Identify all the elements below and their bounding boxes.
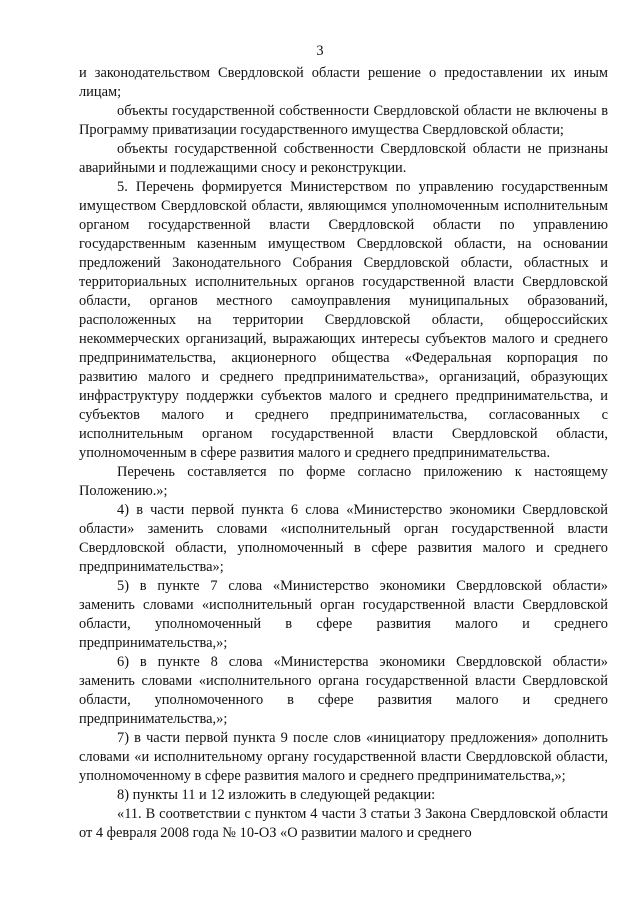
paragraph-amendment-4: 4) в части первой пункта 6 слова «Министерство экономики Свердловской области» заменить словами «исполнительный орган государственной власти Свердловской области, уполномоченный в сфере развития малого и среднего предпринимательства»; [79, 502, 608, 575]
paragraph-not-emergency: объекты государственной собственности Свердловской области не признаны аварийными и подлежащими сносу и реконструкции. [79, 141, 608, 176]
paragraph-not-in-privatization-program: объекты государственной собственности Свердловской области не включены в Программу приватизации государственного имущества Свердловской области; [79, 103, 608, 138]
paragraph-amendment-6: 6) в пункте 8 слова «Министерства экономики Свердловской области» заменить словами «исполнительного органа государственной власти Свердловской области, уполномоченного в сфере развития малого и среднего предпринимательства,»; [79, 654, 608, 727]
paragraph-item-11: «11. В соответствии с пунктом 4 части 3 статьи 3 Закона Свердловской области от 4 февраля 2008 года № 10-ОЗ «О развитии малого и среднего [79, 806, 608, 841]
paragraph-amendment-7: 7) в части первой пункта 9 после слов «инициатору предложения» дополнить словами «и исполнительному органу государственной власти Свердловской области, уполномоченному в сфере развития малого и среднего предпринимательства,»; [79, 730, 608, 784]
page-number: 3 [316, 43, 324, 59]
paragraph-item-5: 5. Перечень формируется Министерством по управлению государственным имуществом Свердловской области, являющимся уполномоченным исполнительным органом государственной власти Свердловской области по управлению государственным казенным имуществом Свердловской области, на основании предложений Законодательного Собрания Свердловской области, областных и территориальных исполнительных органов государственной власти Свердловской области, органов местного самоуправления муниципальных образований, расположенных на территории Свердловской области, общероссийских некоммерческих организаций, выражающих интересы субъектов малого и среднего предпринимательства, акционерного общества «Федеральная корпорация по развитию малого и среднего предпринимательства», организаций, образующих инфраструктуру поддержки субъектов малого и среднего предпринимательства, и субъектов малого и среднего предпринимательства, согласованных с исполнительным органом государственной власти Свердловской области, уполномоченным в сфере развития малого и среднего предпринимательства. [79, 179, 608, 461]
paragraph-list-form: Перечень составляется по форме согласно приложению к настоящему Положению.»; [79, 464, 608, 499]
paragraph-amendment-5: 5) в пункте 7 слова «Министерство экономики Свердловской области» заменить словами «исполнительный орган государственной власти Свердловской области, уполномоченный в сфере развития малого и среднего предпринимательства,»; [79, 578, 608, 651]
paragraph-continuation: и законодательством Свердловской области решение о предоставлении их иным лицам; [79, 65, 608, 100]
paragraph-amendment-8: 8) пункты 11 и 12 изложить в следующей редакции: [117, 787, 436, 803]
document-body [79, 64, 608, 843]
